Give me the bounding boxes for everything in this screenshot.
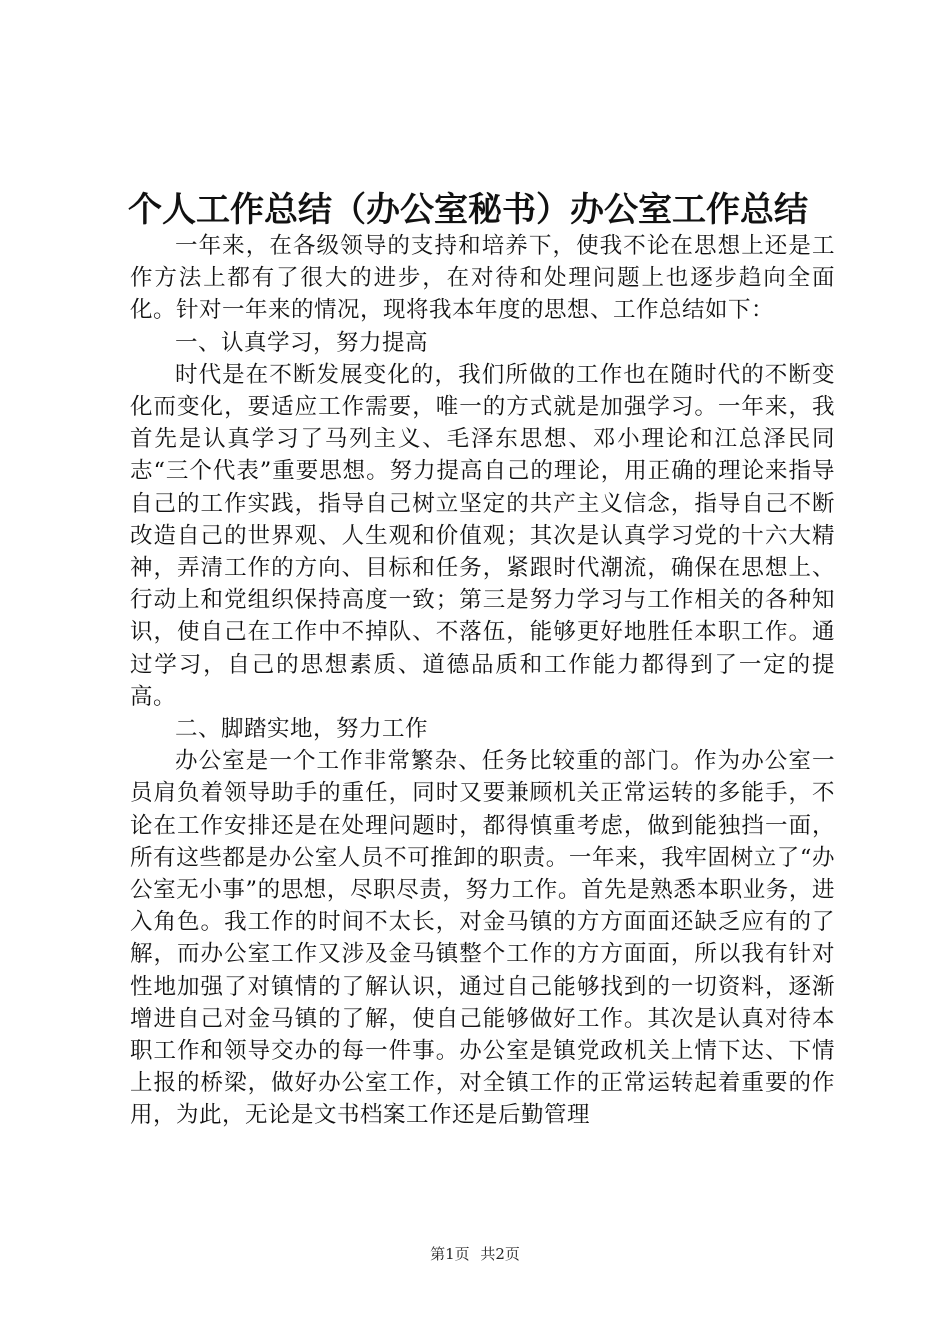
- page-number: 第1页: [430, 1245, 470, 1263]
- page-total: 共2页: [480, 1245, 520, 1263]
- section-heading-2: 二、脚踏实地，努力工作: [175, 716, 429, 743]
- page-footer: [0, 1244, 950, 1264]
- page-title: 个人工作总结（办公室秘书）办公室工作总结: [128, 190, 808, 230]
- intro-paragraph: 一年来，在各级领导的支持和培养下，使我不论在思想上还是工作方法上都有了很大的进步，在对待和处理问题上也逐步趋向全面化。针对一年来的情况，现将我本年度的思想、工作总结如下：: [130, 233, 835, 324]
- section-heading-1: 一、认真学习，努力提高: [175, 329, 429, 356]
- section-1-paragraph: 时代是在不断发展变化的，我们所做的工作也在随时代的不断变化而变化，要适应工作需要，唯一的方式就是加强学习。一年来，我首先是认真学习了马列主义、毛泽东思想、邓小理论和江总泽民同志“三个代表”重要思想。努力提高自己的理论，用正确的理论来指导自己的工作实践，指导自己树立坚定的共产主义信念，指导自己不断改造自己的世界观、人生观和价值观；其次是认真学习党的十六大精神，弄清工作的方向、目标和任务，紧跟时代潮流，确保在思想上、行动上和党组织保持高度一致；第三是努力学习与工作相关的各种知识，使自己在工作中不掉队、不落伍，能够更好地胜任本职工作。通过学习，自己的思想素质、道德品质和工作能力都得到了一定的提高。: [130, 361, 835, 710]
- section-2-paragraph: 办公室是一个工作非常繁杂、任务比较重的部门。作为办公室一员肩负着领导助手的重任，同时又要兼顾机关正常运转的多能手，不论在工作安排还是在处理问题时，都得慎重考虑，做到能独挡一面，所有这些都是办公室人员不可推卸的职责。一年来，我牢固树立了“办公室无小事”的思想，尽职尽责，努力工作。首先是熟悉本职业务，进入角色。我工作的时间不太长，对金马镇的方方面面还缺乏应有的了解，而办公室工作又涉及金马镇整个工作的方方面面，所以我有针对性地加强了对镇情的了解认识，通过自己能够找到的一切资料，逐渐增进自己对金马镇的了解，使自己能够做好工作。其次是认真对待本职工作和领导交办的每一件事。办公室是镇党政机关上情下达、下情上报的桥梁，做好办公室工作，对全镇工作的正常运转起着重要的作用，为此，无论是文书档案工作还是后勤管理: [130, 748, 835, 1129]
- document-body: [130, 230, 835, 1132]
